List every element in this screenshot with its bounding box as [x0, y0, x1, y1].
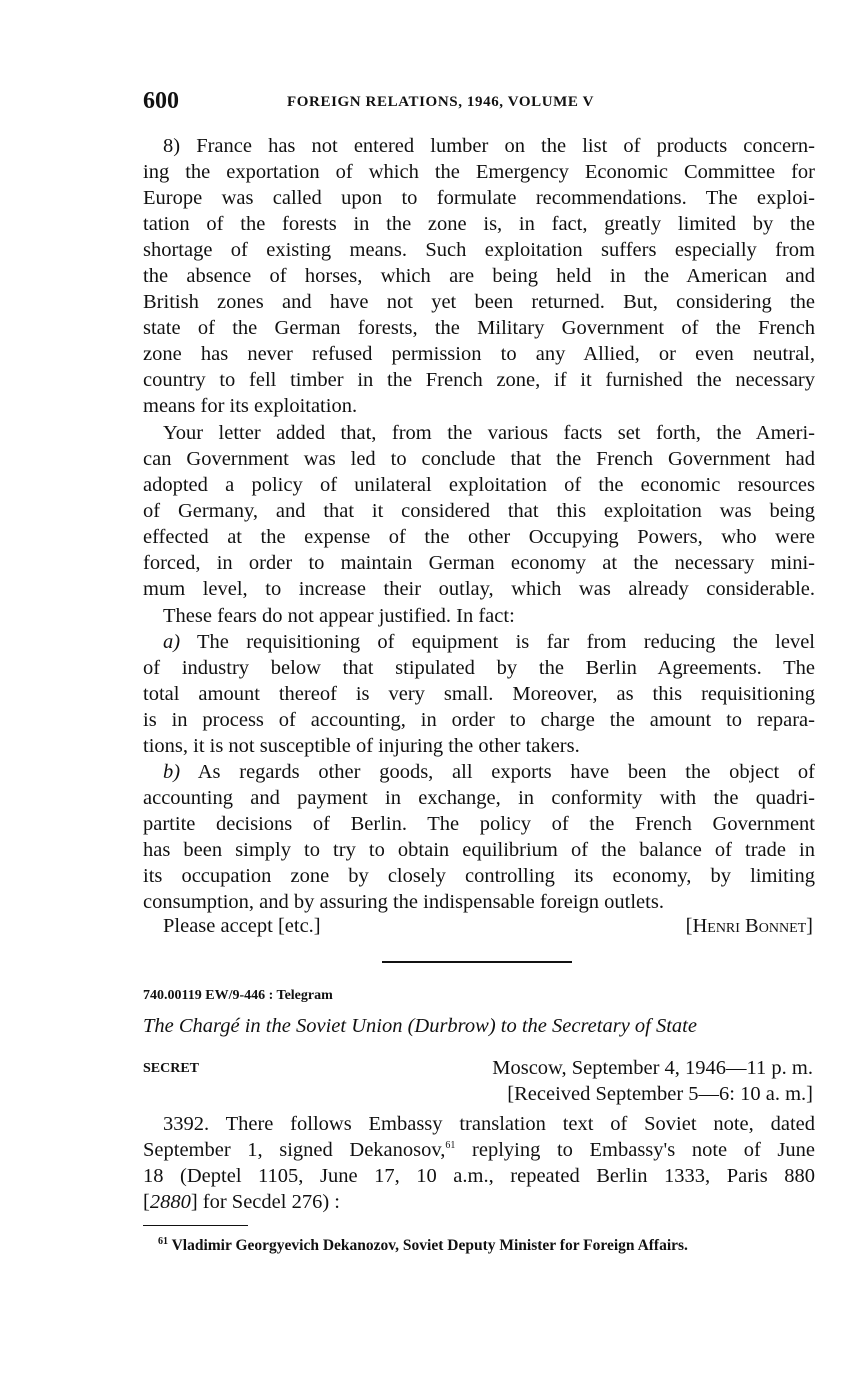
footnote-marker: 61	[158, 1235, 168, 1247]
body-line: shortage of existing means. Such exploitation suffers especially from	[143, 239, 815, 261]
dateline: Moscow, September 4, 1946—11 p. m.	[492, 1057, 813, 1079]
body-line: can Government was led to conclude that the French Government had	[143, 448, 815, 470]
footnote: $^{61}$ Vladimir Georgyevich Dekanozov, Soviet Deputy Minister for Foreign Affairs.	[158, 1235, 688, 1254]
closing-text: Please accept [etc.]	[163, 915, 321, 937]
page-header	[143, 88, 815, 120]
body-line: consumption, and by assuring the indispensable foreign outlets.	[143, 891, 664, 913]
body-line: mum level, to increase their outlay, which was already considerable.	[143, 578, 815, 600]
body-line: means for its exploitation.	[143, 395, 358, 417]
telegram-line: 18 (Deptel 1105, June 17, 10 a.m., repeated Berlin 1333, Paris 880	[143, 1165, 815, 1187]
body-line: its occupation zone by closely controlling its economy, by limiting	[143, 865, 815, 887]
body-line: tions, it is not susceptible of injuring the other takers.	[143, 735, 580, 757]
footnote-reference: 61	[445, 1140, 456, 1152]
body-line: total amount thereof is very small. Moreover, as this requisitioning	[143, 683, 815, 705]
body-line: of industry below that stipulated by the Berlin Agreements. The	[143, 657, 815, 679]
classification-label: SECRET	[143, 1061, 200, 1076]
body-line: zone has never refused permission to any Allied, or even neutral,	[143, 343, 815, 365]
body-line: of Germany, and that it considered that this exploitation was being	[143, 500, 815, 522]
signature: [Henri Bonnet]	[685, 915, 813, 937]
footnote-divider	[143, 1225, 248, 1226]
body-line: is in process of accounting, in order to charge the amount to repara-	[143, 709, 815, 731]
body-line-item-a: a) The requisitioning of equipment is far from reducing the level	[163, 631, 815, 653]
body-line: ing the exportation of which the Emergency Economic Committee for	[143, 161, 815, 183]
body-line: state of the German forests, the Military Government of the French	[143, 317, 815, 339]
body-line: British zones and have not yet been returned. But, considering the	[143, 291, 815, 313]
telegram-line: 3392. There follows Embassy translation text of Soviet note, dated	[163, 1113, 815, 1135]
body-line: 8) France has not entered lumber on the list of products concern-	[163, 135, 815, 157]
body-line: Your letter added that, from the various facts set forth, the Ameri-	[163, 422, 815, 444]
body-line-item-b: b) As regards other goods, all exports have been the object of	[163, 761, 815, 783]
body-line: partite decisions of Berlin. The policy of the French Government	[143, 813, 815, 835]
body-line: Europe was called upon to formulate recommendations. The exploi-	[143, 187, 815, 209]
telegram-line: [2880] for Secdel 276) :	[143, 1191, 340, 1213]
page-number: 600	[143, 88, 179, 114]
received-line: [Received September 5—6: 10 a. m.]	[507, 1083, 813, 1105]
body-line: accounting and payment in exchange, in conformity with the quadri-	[143, 787, 815, 809]
body-line: has been simply to try to obtain equilibrium of the balance of trade in	[143, 839, 815, 861]
body-line: country to fell timber in the French zone, if it furnished the necessary	[143, 369, 815, 391]
body-line: forced, in order to maintain German economy at the necessary mini-	[143, 552, 815, 574]
telegram-line: September 1, signed Dekanosov,$^{61}$ replying to Embassy's note of June	[143, 1139, 815, 1161]
item-marker-b: b)	[163, 761, 181, 783]
body-line: These fears do not appear justified. In fact:	[163, 605, 515, 627]
body-line: the absence of horses, which are being held in the American and	[143, 265, 815, 287]
document-title: The Chargé in the Soviet Union (Durbrow) to the Secretary of State	[143, 1015, 697, 1037]
item-marker-a: a)	[163, 631, 181, 653]
running-head: FOREIGN RELATIONS, 1946, VOLUME V	[287, 94, 595, 110]
section-divider	[382, 961, 572, 963]
body-line: adopted a policy of unilateral exploitation of the economic resources	[143, 474, 815, 496]
body-line: effected at the expense of the other Occupying Powers, who were	[143, 526, 815, 548]
body-line: tation of the forests in the zone is, in fact, greatly limited by the	[143, 213, 815, 235]
document-file-id: 740.00119 EW/9-446 : Telegram	[143, 988, 333, 1003]
